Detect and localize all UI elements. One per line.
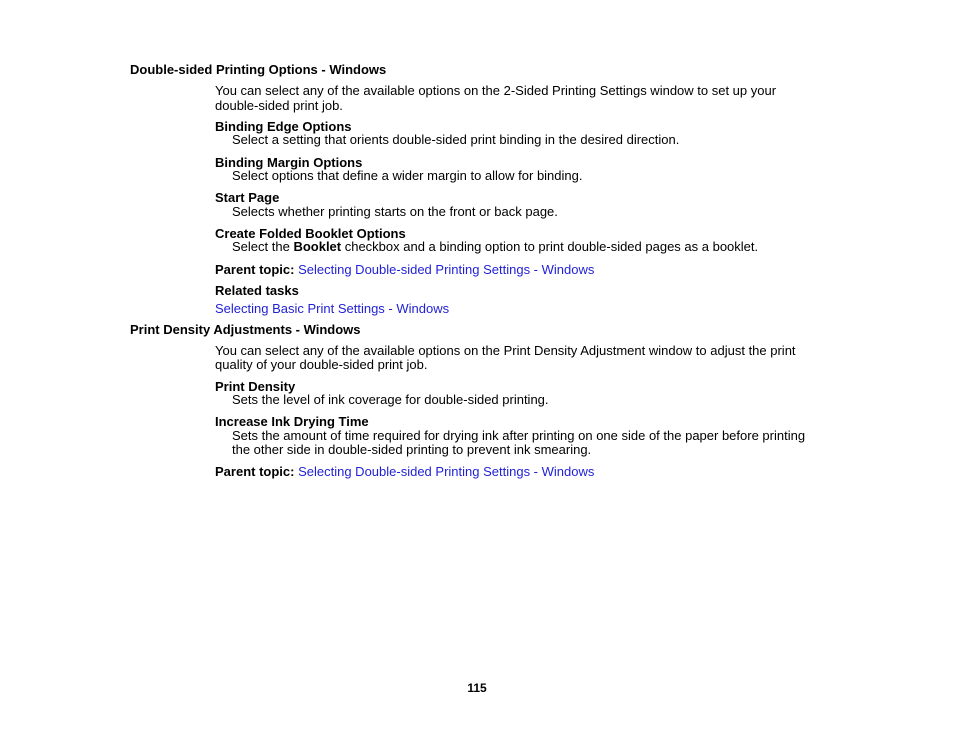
desc-binding-margin-options: Select options that define a wider margin to allow for binding. (232, 168, 583, 183)
desc-binding-edge-options: Select a setting that orients double-sided print binding in the desired direction. (232, 132, 680, 147)
booklet-checkbox-label: Booklet (293, 239, 342, 254)
term-print-density: Print Density (215, 379, 296, 394)
related-tasks-heading: Related tasks (215, 283, 299, 298)
term-increase-ink-drying-time: Increase Ink Drying Time (215, 414, 369, 429)
desc-create-folded-booklet-options (232, 240, 758, 254)
parent-topic-link[interactable]: Selecting Double-sided Printing Settings - Windows (298, 464, 595, 479)
parent-topic-label: Parent topic: (215, 464, 295, 479)
desc-increase-ink-drying-time-line-1: Sets the amount of time required for drying ink after printing on one side of the paper before printing (232, 428, 806, 443)
desc-increase-ink-drying-time-line-2: the other side in double-sided printing to prevent ink smearing. (232, 442, 592, 457)
related-task-link-basic-print-settings[interactable]: Selecting Basic Print Settings - Windows (215, 301, 450, 316)
section-heading-print-density-adjustments: Print Density Adjustments - Windows (130, 322, 361, 337)
intro-paragraph-line-2: quality of your double-sided print job. (215, 357, 428, 372)
desc-booklet-pre: Select the (232, 239, 294, 254)
parent-topic-1 (215, 262, 594, 277)
page-number: 115 (467, 681, 487, 695)
parent-topic-link[interactable]: Selecting Double-sided Printing Settings - Windows (298, 262, 595, 277)
intro-paragraph-line-2: double-sided print job. (215, 98, 343, 113)
term-create-folded-booklet-options: Create Folded Booklet Options (215, 226, 406, 241)
desc-start-page: Selects whether printing starts on the front or back page. (232, 204, 558, 219)
section-heading-double-sided-options: Double-sided Printing Options - Windows (130, 62, 387, 77)
parent-topic-label: Parent topic: (215, 262, 295, 277)
term-binding-edge-options: Binding Edge Options (215, 119, 352, 134)
term-binding-margin-options: Binding Margin Options (215, 155, 363, 170)
parent-topic-2 (215, 464, 594, 479)
term-start-page: Start Page (215, 190, 280, 205)
intro-paragraph-line-1: You can select any of the available options on the Print Density Adjustment window to adjust the print (215, 343, 796, 358)
desc-print-density: Sets the level of ink coverage for double-sided printing. (232, 392, 549, 407)
desc-booklet-post: checkbox and a binding option to print double-sided pages as a booklet. (341, 239, 759, 254)
intro-paragraph-line-1: You can select any of the available options on the 2-Sided Printing Settings window to set up your (215, 83, 777, 98)
